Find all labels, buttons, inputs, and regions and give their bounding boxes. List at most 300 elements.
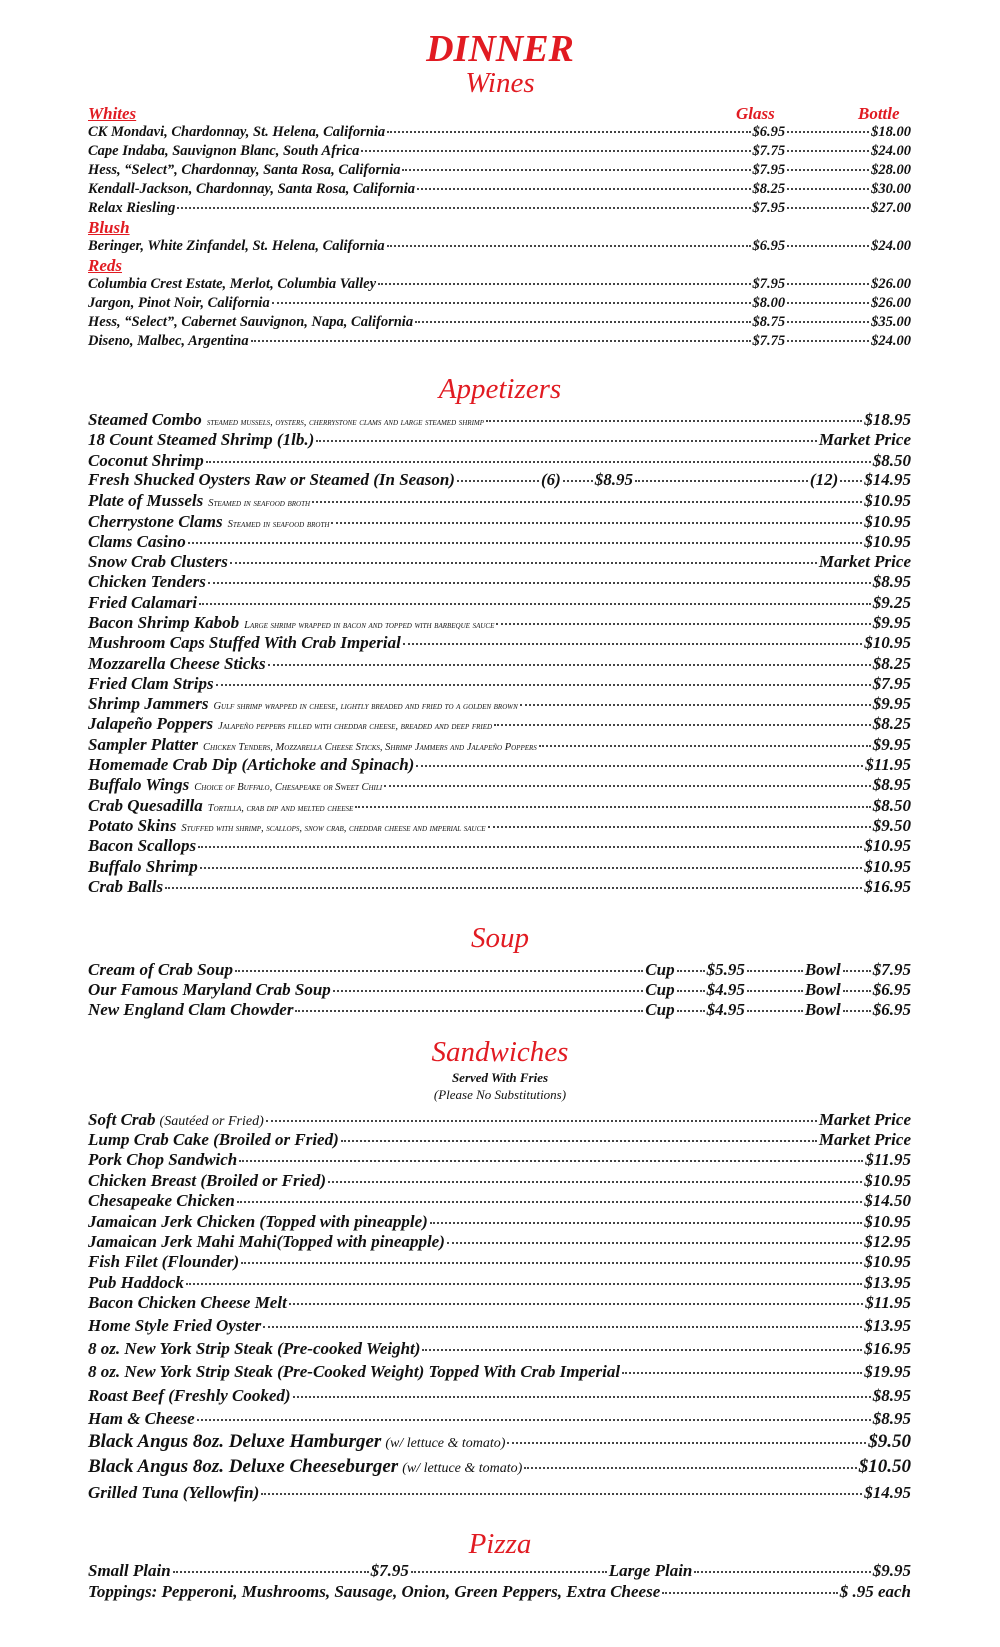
item-name: Bacon Shrimp Kabob: [88, 613, 240, 632]
item-name: Fish Filet (Flounder): [88, 1252, 240, 1271]
bowl-price: $6.95: [872, 980, 911, 999]
leader: [251, 340, 751, 342]
item-price: $10.95: [864, 1212, 911, 1231]
item-name: Jalapeño Poppers: [88, 714, 214, 733]
item-name: 8 oz. New York Strip Steak (Pre-Cooked Weight) Topped With Crab Imperial: [88, 1362, 621, 1381]
item-price: $10.95: [864, 836, 911, 855]
item-price: Market Price: [818, 552, 911, 571]
sandwich-row: [88, 1362, 911, 1382]
leader: [261, 1493, 862, 1495]
item-description: steamed mussels, oysters, cherrystone clams and large steamed shrimp: [206, 417, 485, 428]
appetizer-row: [88, 775, 911, 795]
leader: [289, 1303, 863, 1305]
leader: [387, 131, 750, 133]
item-description: Steamed in seafood broth: [227, 519, 330, 530]
bottle-price: $28.00: [871, 162, 911, 178]
soup-row: [88, 980, 911, 1000]
leader: [787, 150, 869, 152]
leader: [787, 283, 869, 285]
cup-label: Cup: [645, 1000, 675, 1019]
item-description: Chicken Tenders, Mozzarella Cheese Sticks, Shrimp Jammers and Jalapeño Poppers: [203, 742, 537, 753]
item-name: Black Angus 8oz. Deluxe Cheeseburger: [88, 1456, 399, 1477]
leader: [787, 169, 869, 171]
item-name: Black Angus 8oz. Deluxe Hamburger: [88, 1431, 382, 1452]
item-name: Steamed Combo: [88, 410, 202, 429]
leader: [447, 1242, 862, 1244]
leader: [622, 1372, 862, 1374]
bottle-price: $24.00: [871, 143, 911, 159]
leader: [747, 970, 803, 972]
item-name: Jamaican Jerk Chicken (Topped with pineapple): [88, 1212, 428, 1231]
sandwiches-note: (Please No Substitutions): [433, 1087, 567, 1102]
item-name: Bacon Scallops: [88, 836, 197, 855]
item-name: Home Style Fried Oyster: [88, 1316, 262, 1335]
item-name: Buffalo Shrimp: [88, 857, 198, 876]
glass-price: $6.95: [752, 124, 786, 140]
item-price: $8.95: [872, 775, 911, 794]
item-price: $10.50: [858, 1456, 911, 1477]
leader: [787, 131, 869, 133]
leader: [787, 340, 869, 342]
bowl-price: $6.95: [872, 1000, 911, 1019]
sandwich-row: [88, 1432, 911, 1452]
item-price: $11.95: [865, 1150, 911, 1169]
oysters-row: [88, 470, 911, 490]
item-price: $11.95: [865, 755, 911, 774]
leader: [422, 1349, 862, 1351]
large-plain-price: $9.95: [872, 1561, 911, 1580]
glass-price: $7.95: [752, 162, 786, 178]
sandwich-row: [88, 1130, 911, 1150]
item-name: Crab Quesadilla: [88, 796, 203, 815]
item-price: $7.95: [872, 674, 911, 693]
glass-price: $7.95: [752, 276, 786, 292]
leader: [333, 990, 643, 992]
item-price: $8.25: [872, 654, 911, 673]
appetizer-row: [88, 836, 911, 856]
quantity-12: (12): [809, 470, 839, 489]
bowl-label: Bowl: [804, 980, 841, 999]
item-name: Clams Casino: [88, 532, 186, 551]
item-note: (w/ lettuce & tomato): [402, 1461, 523, 1476]
leader: [387, 245, 751, 247]
sandwich-row: [88, 1386, 911, 1406]
bottle-price: $26.00: [871, 276, 911, 292]
appetizer-row: [88, 491, 911, 511]
leader: [355, 806, 870, 808]
sandwich-row: [88, 1171, 911, 1191]
wine-row: [88, 123, 911, 143]
leader: [402, 169, 750, 171]
leader: [208, 582, 871, 584]
appetizer-row: [88, 552, 911, 572]
item-name: Chicken Breast (Broiled or Fried): [88, 1171, 327, 1190]
leader: [486, 420, 862, 422]
wine-group-label: Blush: [88, 218, 130, 237]
wine-name: Cape Indaba, Sauvignon Blanc, South Africa: [88, 143, 360, 159]
sandwiches-heading: Sandwiches: [431, 1036, 569, 1068]
leader: [840, 480, 862, 482]
leader: [488, 826, 871, 828]
leader: [293, 1396, 871, 1398]
leader: [266, 1120, 817, 1122]
glass-price: $7.95: [752, 200, 786, 216]
wine-name: Hess, “Select”, Cabernet Sauvignon, Napa, California: [88, 314, 414, 330]
price-12: $14.95: [864, 470, 911, 489]
item-price: $9.95: [872, 694, 911, 713]
leader: [415, 321, 750, 323]
wine-name: Beringer, White Zinfandel, St. Helena, California: [88, 238, 385, 254]
leader: [235, 970, 643, 972]
leader: [539, 745, 871, 747]
price-6: $8.95: [594, 470, 634, 489]
sandwich-row: [88, 1316, 911, 1336]
appetizer-row: [88, 735, 911, 755]
wine-group-label: Reds: [88, 256, 122, 275]
item-price: $10.95: [864, 1171, 911, 1190]
item-name: Shrimp Jammers: [88, 694, 209, 713]
item-note: (w/ lettuce & tomato): [385, 1436, 506, 1451]
appetizer-row: [88, 857, 911, 877]
sandwich-row: [88, 1252, 911, 1272]
item-name: Crab Balls: [88, 877, 164, 896]
bottle-price: $24.00: [871, 333, 911, 349]
item-description: Large shrimp wrapped in bacon and topped with barbeque sauce: [244, 620, 495, 631]
wine-name: Jargon, Pinot Noir, California: [88, 295, 270, 311]
bowl-price: $7.95: [872, 960, 911, 979]
wine-row: [88, 237, 911, 257]
item-price: $9.25: [872, 593, 911, 612]
item-price: $10.95: [864, 491, 911, 510]
item-price: $12.95: [864, 1232, 911, 1251]
leader: [186, 1283, 862, 1285]
appetizer-row: [88, 796, 911, 816]
sandwich-row: [88, 1293, 911, 1313]
item-price: $9.95: [872, 613, 911, 632]
glass-price: $8.25: [752, 181, 786, 197]
leader: [173, 1571, 369, 1573]
leader: [520, 704, 871, 706]
sandwich-row: [88, 1232, 911, 1252]
appetizer-row: [88, 512, 911, 532]
toppings-row: [88, 1582, 911, 1602]
appetizer-row: [88, 410, 911, 430]
leader: [199, 603, 871, 605]
leader: [312, 501, 862, 503]
item-price: $8.50: [872, 796, 911, 815]
glass-price: $8.75: [752, 314, 786, 330]
wine-group-label: Whites: [88, 104, 137, 123]
leader: [165, 887, 862, 889]
toppings-price: $ .95 each: [839, 1582, 911, 1601]
item-name: Potato Skins: [88, 816, 177, 835]
leader: [268, 664, 871, 666]
leader: [177, 207, 750, 209]
sandwich-row: [88, 1212, 911, 1232]
leader: [361, 150, 750, 152]
leader: [494, 724, 871, 726]
glass-price: $7.75: [752, 143, 786, 159]
leader: [787, 245, 869, 247]
leader: [843, 970, 871, 972]
item-price: $10.95: [864, 857, 911, 876]
leader: [328, 1181, 862, 1183]
item-price: $14.50: [864, 1191, 911, 1210]
cup-label: Cup: [645, 960, 675, 979]
leader: [787, 188, 869, 190]
wine-row: [88, 275, 911, 295]
leader: [411, 1571, 607, 1573]
sandwich-row: [88, 1483, 911, 1503]
sandwich-row: [88, 1150, 911, 1170]
item-name: Plate of Mussels: [88, 491, 204, 510]
leader: [316, 440, 817, 442]
item-name: Snow Crab Clusters: [88, 552, 228, 571]
leader: [787, 207, 869, 209]
leader: [787, 302, 869, 304]
appetizer-row: [88, 572, 911, 592]
leader: [188, 542, 862, 544]
item-description: Tortilla, crab dip and melted cheese: [207, 803, 354, 814]
item-name: Fried Clam Strips: [88, 674, 214, 693]
item-name: Sampler Platter: [88, 735, 199, 754]
cup-label: Cup: [645, 980, 675, 999]
appetizer-row: [88, 877, 911, 897]
sandwich-row: [88, 1457, 911, 1477]
cup-price: $4.95: [706, 980, 745, 999]
appetizer-row: [88, 755, 911, 775]
bowl-label: Bowl: [804, 1000, 841, 1019]
item-price: $16.95: [864, 877, 911, 896]
wine-row: [88, 180, 911, 200]
item-price: Market Price: [818, 430, 911, 449]
item-name: 8 oz. New York Strip Steak (Pre-cooked Weight): [88, 1339, 421, 1358]
sandwiches-subtitle: Served With Fries: [451, 1070, 549, 1085]
item-price: $19.95: [864, 1362, 911, 1381]
leader: [747, 1010, 803, 1012]
cup-price: $5.95: [706, 960, 745, 979]
item-price: $14.95: [864, 1483, 911, 1502]
soup-name: New England Clam Chowder: [88, 1000, 294, 1019]
item-note: (Sautéed or Fried): [159, 1114, 264, 1129]
item-name: Jamaican Jerk Mahi Mahi(Topped with pineapple): [88, 1232, 445, 1251]
quantity-6: (6): [540, 470, 561, 489]
appetizer-row: [88, 593, 911, 613]
soup-name: Our Famous Maryland Crab Soup: [88, 980, 331, 999]
item-description: Jalapeño peppers filled with cheddar cheese, breaded and deep fried: [218, 721, 493, 732]
item-price: $13.95: [864, 1273, 911, 1292]
leader: [635, 480, 808, 482]
bottle-price: $30.00: [871, 181, 911, 197]
soup-row: [88, 1000, 911, 1020]
wine-name: Relax Riesling: [88, 200, 176, 216]
leader: [384, 785, 871, 787]
item-name: Fresh Shucked Oysters Raw or Steamed (In Season): [88, 470, 455, 489]
appetizer-row: [88, 654, 911, 674]
appetizer-row: [88, 532, 911, 552]
appetizer-row: [88, 451, 911, 471]
leader: [787, 321, 869, 323]
leader: [694, 1571, 870, 1573]
leader: [331, 522, 862, 524]
leader: [198, 846, 862, 848]
pizza-row: [88, 1561, 911, 1581]
leader: [747, 990, 803, 992]
toppings-label: Toppings: Pepperoni, Mushrooms, Sausage, Onion, Green Peppers, Extra Cheese: [88, 1582, 661, 1601]
item-description: Gulf shrimp wrapped in cheese, lightly breaded and fried to a golden brown: [213, 701, 518, 712]
item-price: $8.95: [872, 1386, 911, 1405]
wine-row: [88, 161, 911, 181]
bottle-price: $35.00: [871, 314, 911, 330]
item-description: Stuffed with shrimp, scallops, snow crab, cheddar cheese and imperial sauce: [181, 823, 486, 834]
small-plain-label: Small Plain: [88, 1561, 171, 1580]
wines-heading: Wines: [465, 67, 535, 99]
item-name: Roast Beef (Freshly Cooked): [88, 1386, 291, 1405]
item-price: $10.95: [864, 1252, 911, 1271]
item-price: Market Price: [818, 1110, 911, 1129]
wine-name: Diseno, Malbec, Argentina: [88, 333, 249, 349]
sandwich-row: [88, 1191, 911, 1211]
item-price: $8.25: [872, 714, 911, 733]
leader: [563, 480, 593, 482]
leader: [241, 1262, 862, 1264]
item-name: Mushroom Caps Stuffed With Crab Imperial: [88, 633, 401, 652]
sandwich-row: [88, 1339, 911, 1359]
leader: [496, 623, 870, 625]
leader: [206, 461, 871, 463]
leader: [263, 1326, 862, 1328]
item-name: Bacon Chicken Cheese Melt: [88, 1293, 287, 1312]
leader: [430, 1222, 862, 1224]
item-price: $10.95: [864, 512, 911, 531]
item-price: $8.50: [872, 451, 911, 470]
leader: [843, 990, 871, 992]
item-name: Pork Chop Sandwich: [88, 1150, 238, 1169]
leader: [197, 1419, 871, 1421]
soup-heading: Soup: [471, 922, 529, 954]
bowl-label: Bowl: [804, 960, 841, 979]
leader: [216, 684, 871, 686]
sandwich-row: [88, 1409, 911, 1429]
appetizers-heading: Appetizers: [438, 373, 562, 405]
appetizer-row: [88, 613, 911, 633]
leader: [677, 970, 705, 972]
large-plain-label: Large Plain: [608, 1561, 693, 1580]
appetizer-row: [88, 633, 911, 653]
item-name: Buffalo Wings: [88, 775, 190, 794]
leader: [237, 1201, 862, 1203]
wine-row: [88, 294, 911, 314]
appetizer-row: [88, 430, 911, 450]
wine-row: [88, 313, 911, 333]
item-name: Lump Crab Cake (Broiled or Fried): [88, 1130, 339, 1149]
item-description: Steamed in seafood broth: [208, 498, 311, 509]
leader: [295, 1010, 643, 1012]
item-name: Pub Haddock: [88, 1273, 184, 1292]
wine-row: [88, 332, 911, 352]
item-price: $10.95: [864, 633, 911, 652]
item-description: Choice of Buffalo, Chesapeake or Sweet Chili: [194, 782, 383, 793]
item-name: Coconut Shrimp: [88, 451, 204, 470]
page-title: DINNER: [426, 28, 574, 70]
item-name: Cherrystone Clams: [88, 512, 223, 531]
appetizer-row: [88, 674, 911, 694]
leader: [507, 1442, 866, 1444]
item-price: Market Price: [818, 1130, 911, 1149]
bottle-price: $24.00: [871, 238, 911, 254]
item-name: Soft Crab: [88, 1110, 156, 1129]
leader: [200, 867, 862, 869]
leader: [524, 1467, 856, 1469]
item-name: Homemade Crab Dip (Artichoke and Spinach): [88, 755, 415, 774]
wine-name: Kendall-Jackson, Chardonnay, Santa Rosa, California: [88, 181, 415, 197]
bottle-price: $26.00: [871, 295, 911, 311]
glass-price: $8.00: [752, 295, 786, 311]
leader: [677, 1010, 705, 1012]
sandwich-row: [88, 1110, 911, 1130]
leader: [403, 643, 862, 645]
item-name: Ham & Cheese: [88, 1409, 195, 1428]
leader: [457, 480, 539, 482]
wine-name: CK Mondavi, Chardonnay, St. Helena, California: [88, 124, 386, 140]
soup-name: Cream of Crab Soup: [88, 960, 233, 979]
soup-row: [88, 960, 911, 980]
leader: [662, 1592, 837, 1594]
appetizer-row: [88, 714, 911, 734]
item-name: Fried Calamari: [88, 593, 198, 612]
bottle-price: $18.00: [871, 124, 911, 140]
appetizer-row: [88, 694, 911, 714]
wine-row: [88, 142, 911, 162]
item-name: Chicken Tenders: [88, 572, 206, 591]
leader: [239, 1160, 863, 1162]
item-price: $16.95: [864, 1339, 911, 1358]
leader: [416, 765, 863, 767]
item-name: Chesapeake Chicken: [88, 1191, 235, 1210]
leader: [843, 1010, 871, 1012]
wine-name: Hess, “Select”, Chardonnay, Santa Rosa, California: [88, 162, 401, 178]
item-price: $9.50: [868, 1431, 911, 1452]
item-price: $9.50: [872, 816, 911, 835]
item-price: $18.95: [864, 410, 911, 429]
cup-price: $4.95: [706, 1000, 745, 1019]
wine-name: Columbia Crest Estate, Merlot, Columbia Valley: [88, 276, 377, 292]
pizza-heading: Pizza: [468, 1528, 532, 1560]
item-name: Grilled Tuna (Yellowfin): [88, 1483, 260, 1502]
bottle-price: $27.00: [871, 200, 911, 216]
leader: [272, 302, 751, 304]
leader: [378, 283, 750, 285]
sandwich-row: [88, 1273, 911, 1293]
item-name: 18 Count Steamed Shrimp (1lb.): [88, 430, 315, 449]
leader: [230, 562, 817, 564]
item-price: $13.95: [864, 1316, 911, 1335]
item-price: $8.95: [872, 1409, 911, 1428]
appetizer-row: [88, 816, 911, 836]
item-price: $9.95: [872, 735, 911, 754]
item-price: $10.95: [864, 532, 911, 551]
leader: [417, 188, 751, 190]
glass-price: $6.95: [752, 238, 786, 254]
glass-column-label: Glass: [736, 104, 775, 123]
leader: [341, 1140, 817, 1142]
item-name: Mozzarella Cheese Sticks: [88, 654, 266, 673]
glass-price: $7.75: [752, 333, 786, 349]
bottle-column-label: Bottle: [858, 104, 900, 123]
wine-row: [88, 199, 911, 219]
leader: [677, 990, 705, 992]
item-price: $8.95: [872, 572, 911, 591]
